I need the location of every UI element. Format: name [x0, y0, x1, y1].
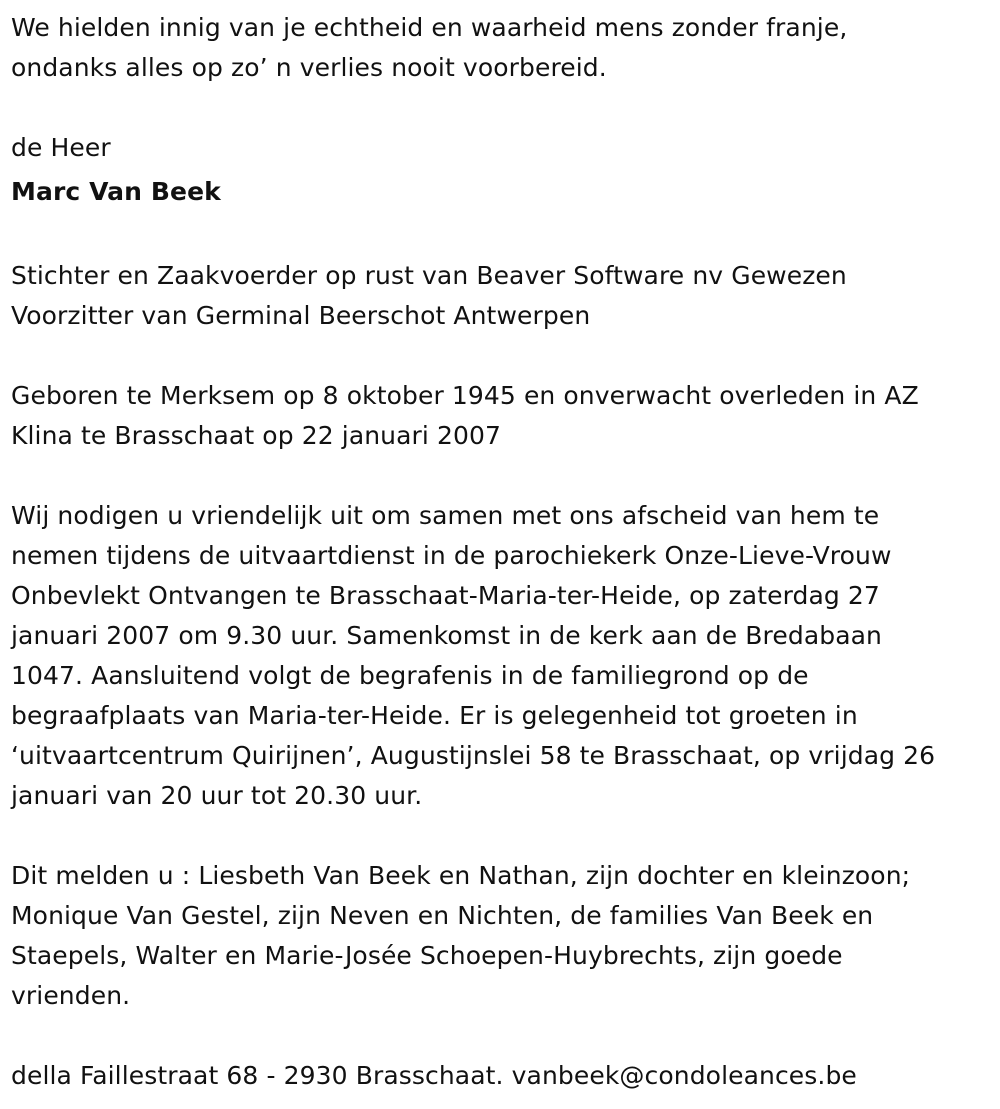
announcers-line-1: Dit melden u : Liesbeth Van Beek en Nathan, zijn dochter en kleinzoon; — [11, 861, 911, 890]
opening-verse — [11, 8, 991, 88]
announcers-paragraph — [11, 856, 991, 1016]
invitation-paragraph — [11, 496, 991, 816]
birth-death-paragraph — [11, 376, 991, 456]
invitation-line-2: nemen tijdens de uitvaartdienst in de parochiekerk Onze-Lieve-Vrouw — [11, 541, 892, 570]
spacer — [11, 816, 991, 856]
announcers-line-4: vrienden. — [11, 981, 131, 1010]
spacer — [11, 336, 991, 376]
deceased-name: Marc Van Beek — [11, 177, 221, 206]
invitation-line-1: Wij nodigen u vriendelijk uit om samen met ons afscheid van hem te — [11, 501, 880, 530]
invitation-line-4: januari 2007 om 9.30 uur. Samenkomst in de kerk aan de Bredabaan — [11, 621, 882, 650]
position-paragraph — [11, 256, 991, 336]
opening-line-1: We hielden innig van je echtheid en waarheid mens zonder franje, — [11, 13, 848, 42]
honorific: de Heer — [11, 133, 111, 162]
announcers-line-2: Monique Van Gestel, zijn Neven en Nichten, de families Van Beek en — [11, 901, 874, 930]
birth-death-line-1: Geboren te Merksem op 8 oktober 1945 en onverwacht overleden in AZ — [11, 381, 919, 410]
spacer — [11, 1016, 991, 1056]
spacer — [11, 456, 991, 496]
invitation-line-5: 1047. Aansluitend volgt de begrafenis in de familiegrond op de — [11, 661, 809, 690]
invitation-line-3: Onbevlekt Ontvangen te Brasschaat-Maria-ter-Heide, op zaterdag 27 — [11, 581, 880, 610]
spacer — [11, 216, 991, 256]
invitation-line-8: januari van 20 uur tot 20.30 uur. — [11, 781, 423, 810]
contact-address: della Faillestraat 68 - 2930 Brasschaat. vanbeek@condoleances.be — [11, 1061, 857, 1090]
spacer — [11, 88, 991, 128]
invitation-line-6: begraafplaats van Maria-ter-Heide. Er is gelegenheid tot groeten in — [11, 701, 858, 730]
invitation-line-7: ‘uitvaartcentrum Quirijnen’, Augustijnslei 58 te Brasschaat, op vrijdag 26 — [11, 741, 936, 770]
opening-line-2: ondanks alles op zo’ n verlies nooit voorbereid. — [11, 53, 607, 82]
birth-death-line-2: Klina te Brasschaat op 22 januari 2007 — [11, 421, 502, 450]
obituary-document — [11, 8, 991, 1096]
announcers-line-3: Staepels, Walter en Marie-Josée Schoepen-Huybrechts, zijn goede — [11, 941, 843, 970]
position-line-1: Stichter en Zaakvoerder op rust van Beaver Software nv Gewezen — [11, 261, 847, 290]
position-line-2: Voorzitter van Germinal Beerschot Antwerpen — [11, 301, 591, 330]
